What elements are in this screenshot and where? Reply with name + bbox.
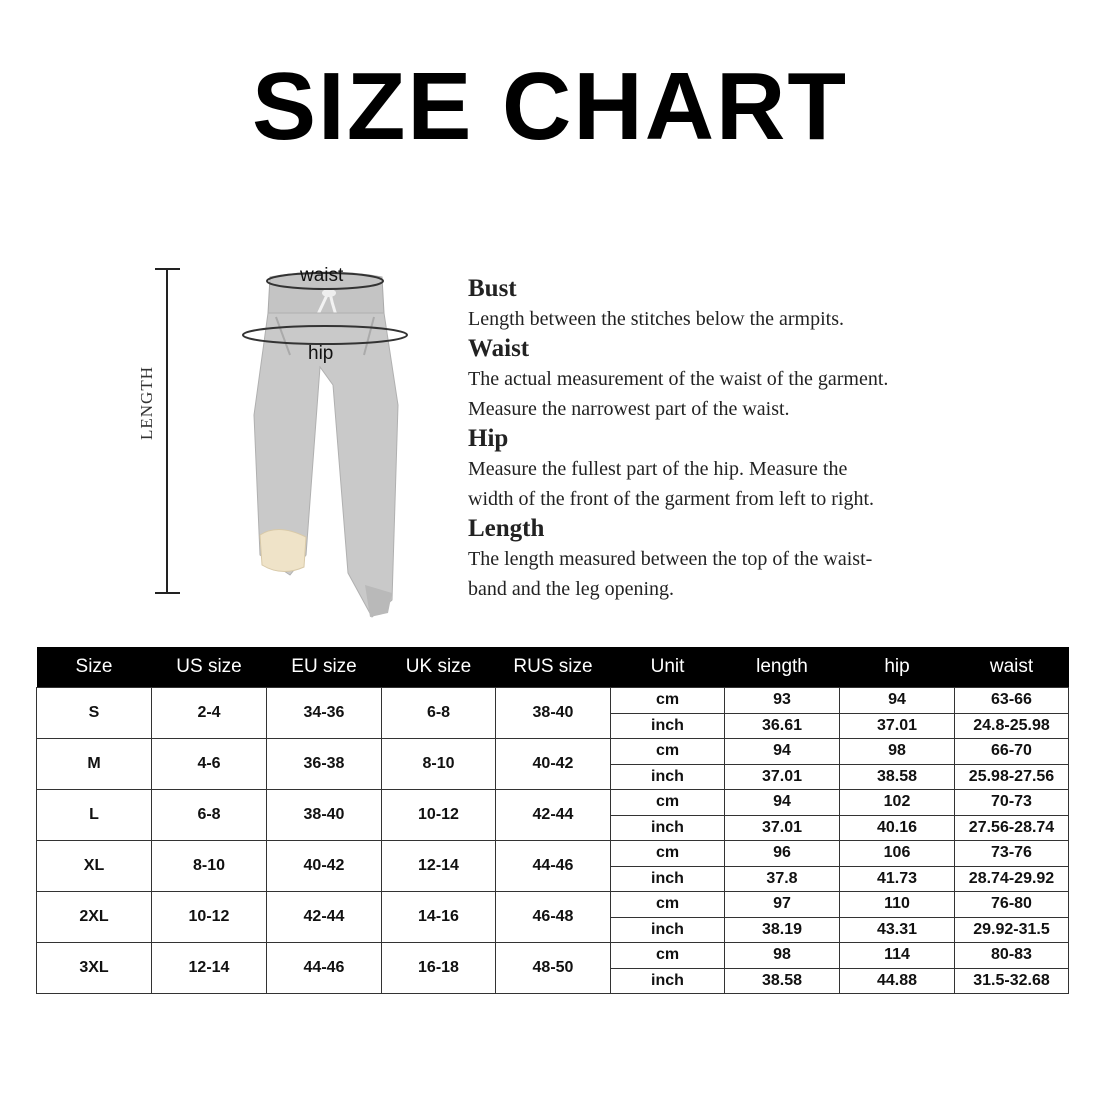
length-cell: 97 xyxy=(725,892,840,918)
unit-cell: inch xyxy=(611,713,725,739)
rus-size-cell: 42-44 xyxy=(496,790,611,841)
waist-heading: Waist xyxy=(468,335,530,362)
pants-diagram xyxy=(120,255,440,635)
hip-text-2: width of the front of the garment from left to right. xyxy=(468,488,875,510)
us-size-cell: 8-10 xyxy=(152,841,267,892)
rus-size-cell: 48-50 xyxy=(496,943,611,994)
hip-text-1: Measure the fullest part of the hip. Measure the xyxy=(468,458,848,480)
hip-cell: 114 xyxy=(840,943,955,969)
eu-size-cell: 42-44 xyxy=(267,892,382,943)
unit-cell: inch xyxy=(611,764,725,790)
unit-cell: cm xyxy=(611,943,725,969)
length-cell: 37.01 xyxy=(725,815,840,841)
uk-size-cell: 14-16 xyxy=(382,892,496,943)
table-row xyxy=(37,943,1069,969)
waist-cell: 29.92-31.5 xyxy=(955,917,1069,943)
bust-text: Length between the stitches below the armpits. xyxy=(468,308,845,330)
hip-cell: 110 xyxy=(840,892,955,918)
length-cell: 38.58 xyxy=(725,968,840,994)
measurement-descriptions xyxy=(468,274,1028,604)
header-length: length xyxy=(725,647,840,688)
rus-size-cell: 40-42 xyxy=(496,739,611,790)
hip-cell: 102 xyxy=(840,790,955,816)
length-cell: 93 xyxy=(725,688,840,714)
waist-cell: 28.74-29.92 xyxy=(955,866,1069,892)
table-body xyxy=(37,688,1069,994)
size-cell: S xyxy=(37,688,152,739)
waist-cell: 27.56-28.74 xyxy=(955,815,1069,841)
length-heading: Length xyxy=(468,515,545,542)
unit-cell: inch xyxy=(611,968,725,994)
uk-size-cell: 16-18 xyxy=(382,943,496,994)
us-size-cell: 2-4 xyxy=(152,688,267,739)
unit-cell: inch xyxy=(611,866,725,892)
size-cell: L xyxy=(37,790,152,841)
unit-cell: cm xyxy=(611,790,725,816)
page-title: SIZE CHART xyxy=(252,53,848,160)
hip-cell: 106 xyxy=(840,841,955,867)
header-rus-size: RUS size xyxy=(496,647,611,688)
uk-size-cell: 10-12 xyxy=(382,790,496,841)
length-cell: 98 xyxy=(725,943,840,969)
size-table xyxy=(36,647,1069,994)
length-cell: 94 xyxy=(725,790,840,816)
uk-size-cell: 8-10 xyxy=(382,739,496,790)
header-size: Size xyxy=(37,647,152,688)
waist-cell: 70-73 xyxy=(955,790,1069,816)
eu-size-cell: 34-36 xyxy=(267,688,382,739)
rus-size-cell: 38-40 xyxy=(496,688,611,739)
rus-size-cell: 44-46 xyxy=(496,841,611,892)
table-row xyxy=(37,790,1069,816)
hip-heading: Hip xyxy=(468,425,509,452)
size-cell: XL xyxy=(37,841,152,892)
length-label: LENGTH xyxy=(137,366,156,440)
header-waist: waist xyxy=(955,647,1069,688)
us-size-cell: 12-14 xyxy=(152,943,267,994)
length-text-1: The length measured between the top of the waist- xyxy=(468,548,873,570)
table-row xyxy=(37,688,1069,714)
waist-cell: 73-76 xyxy=(955,841,1069,867)
size-cell: 2XL xyxy=(37,892,152,943)
hip-cell: 98 xyxy=(840,739,955,765)
waist-cell: 24.8-25.98 xyxy=(955,713,1069,739)
waist-text-2: Measure the narrowest part of the waist. xyxy=(468,398,790,420)
hip-cell: 40.16 xyxy=(840,815,955,841)
length-ruler xyxy=(155,269,180,593)
unit-cell: cm xyxy=(611,892,725,918)
length-cell: 38.19 xyxy=(725,917,840,943)
table-row xyxy=(37,841,1069,867)
header-unit: Unit xyxy=(611,647,725,688)
size-cell: M xyxy=(37,739,152,790)
bust-heading: Bust xyxy=(468,275,517,302)
length-cell: 37.01 xyxy=(725,764,840,790)
table-row xyxy=(37,892,1069,918)
header-uk-size: UK size xyxy=(382,647,496,688)
waist-cell: 31.5-32.68 xyxy=(955,968,1069,994)
table-header-row xyxy=(37,647,1069,688)
length-cell: 94 xyxy=(725,739,840,765)
size-cell: 3XL xyxy=(37,943,152,994)
eu-size-cell: 36-38 xyxy=(267,739,382,790)
hip-cell: 41.73 xyxy=(840,866,955,892)
us-size-cell: 4-6 xyxy=(152,739,267,790)
unit-cell: cm xyxy=(611,739,725,765)
us-size-cell: 10-12 xyxy=(152,892,267,943)
hip-cell: 37.01 xyxy=(840,713,955,739)
header-us-size: US size xyxy=(152,647,267,688)
pants-illustration xyxy=(120,255,440,635)
rus-size-cell: 46-48 xyxy=(496,892,611,943)
length-text-2: band and the leg opening. xyxy=(468,578,675,600)
us-size-cell: 6-8 xyxy=(152,790,267,841)
hip-cell: 43.31 xyxy=(840,917,955,943)
waist-cell: 63-66 xyxy=(955,688,1069,714)
table-row xyxy=(37,739,1069,765)
unit-cell: inch xyxy=(611,815,725,841)
hip-label: hip xyxy=(308,343,334,364)
hip-cell: 44.88 xyxy=(840,968,955,994)
waist-cell: 25.98-27.56 xyxy=(955,764,1069,790)
eu-size-cell: 38-40 xyxy=(267,790,382,841)
length-cell: 37.8 xyxy=(725,866,840,892)
hip-cell: 38.58 xyxy=(840,764,955,790)
header-eu-size: EU size xyxy=(267,647,382,688)
header-hip: hip xyxy=(840,647,955,688)
length-cell: 96 xyxy=(725,841,840,867)
unit-cell: cm xyxy=(611,841,725,867)
unit-cell: inch xyxy=(611,917,725,943)
waist-text-1: The actual measurement of the waist of the garment. xyxy=(468,368,889,390)
waist-label: waist xyxy=(300,265,344,286)
eu-size-cell: 40-42 xyxy=(267,841,382,892)
hip-cell: 94 xyxy=(840,688,955,714)
uk-size-cell: 6-8 xyxy=(382,688,496,739)
waist-cell: 76-80 xyxy=(955,892,1069,918)
length-cell: 36.61 xyxy=(725,713,840,739)
eu-size-cell: 44-46 xyxy=(267,943,382,994)
waist-cell: 66-70 xyxy=(955,739,1069,765)
unit-cell: cm xyxy=(611,688,725,714)
waist-cell: 80-83 xyxy=(955,943,1069,969)
uk-size-cell: 12-14 xyxy=(382,841,496,892)
